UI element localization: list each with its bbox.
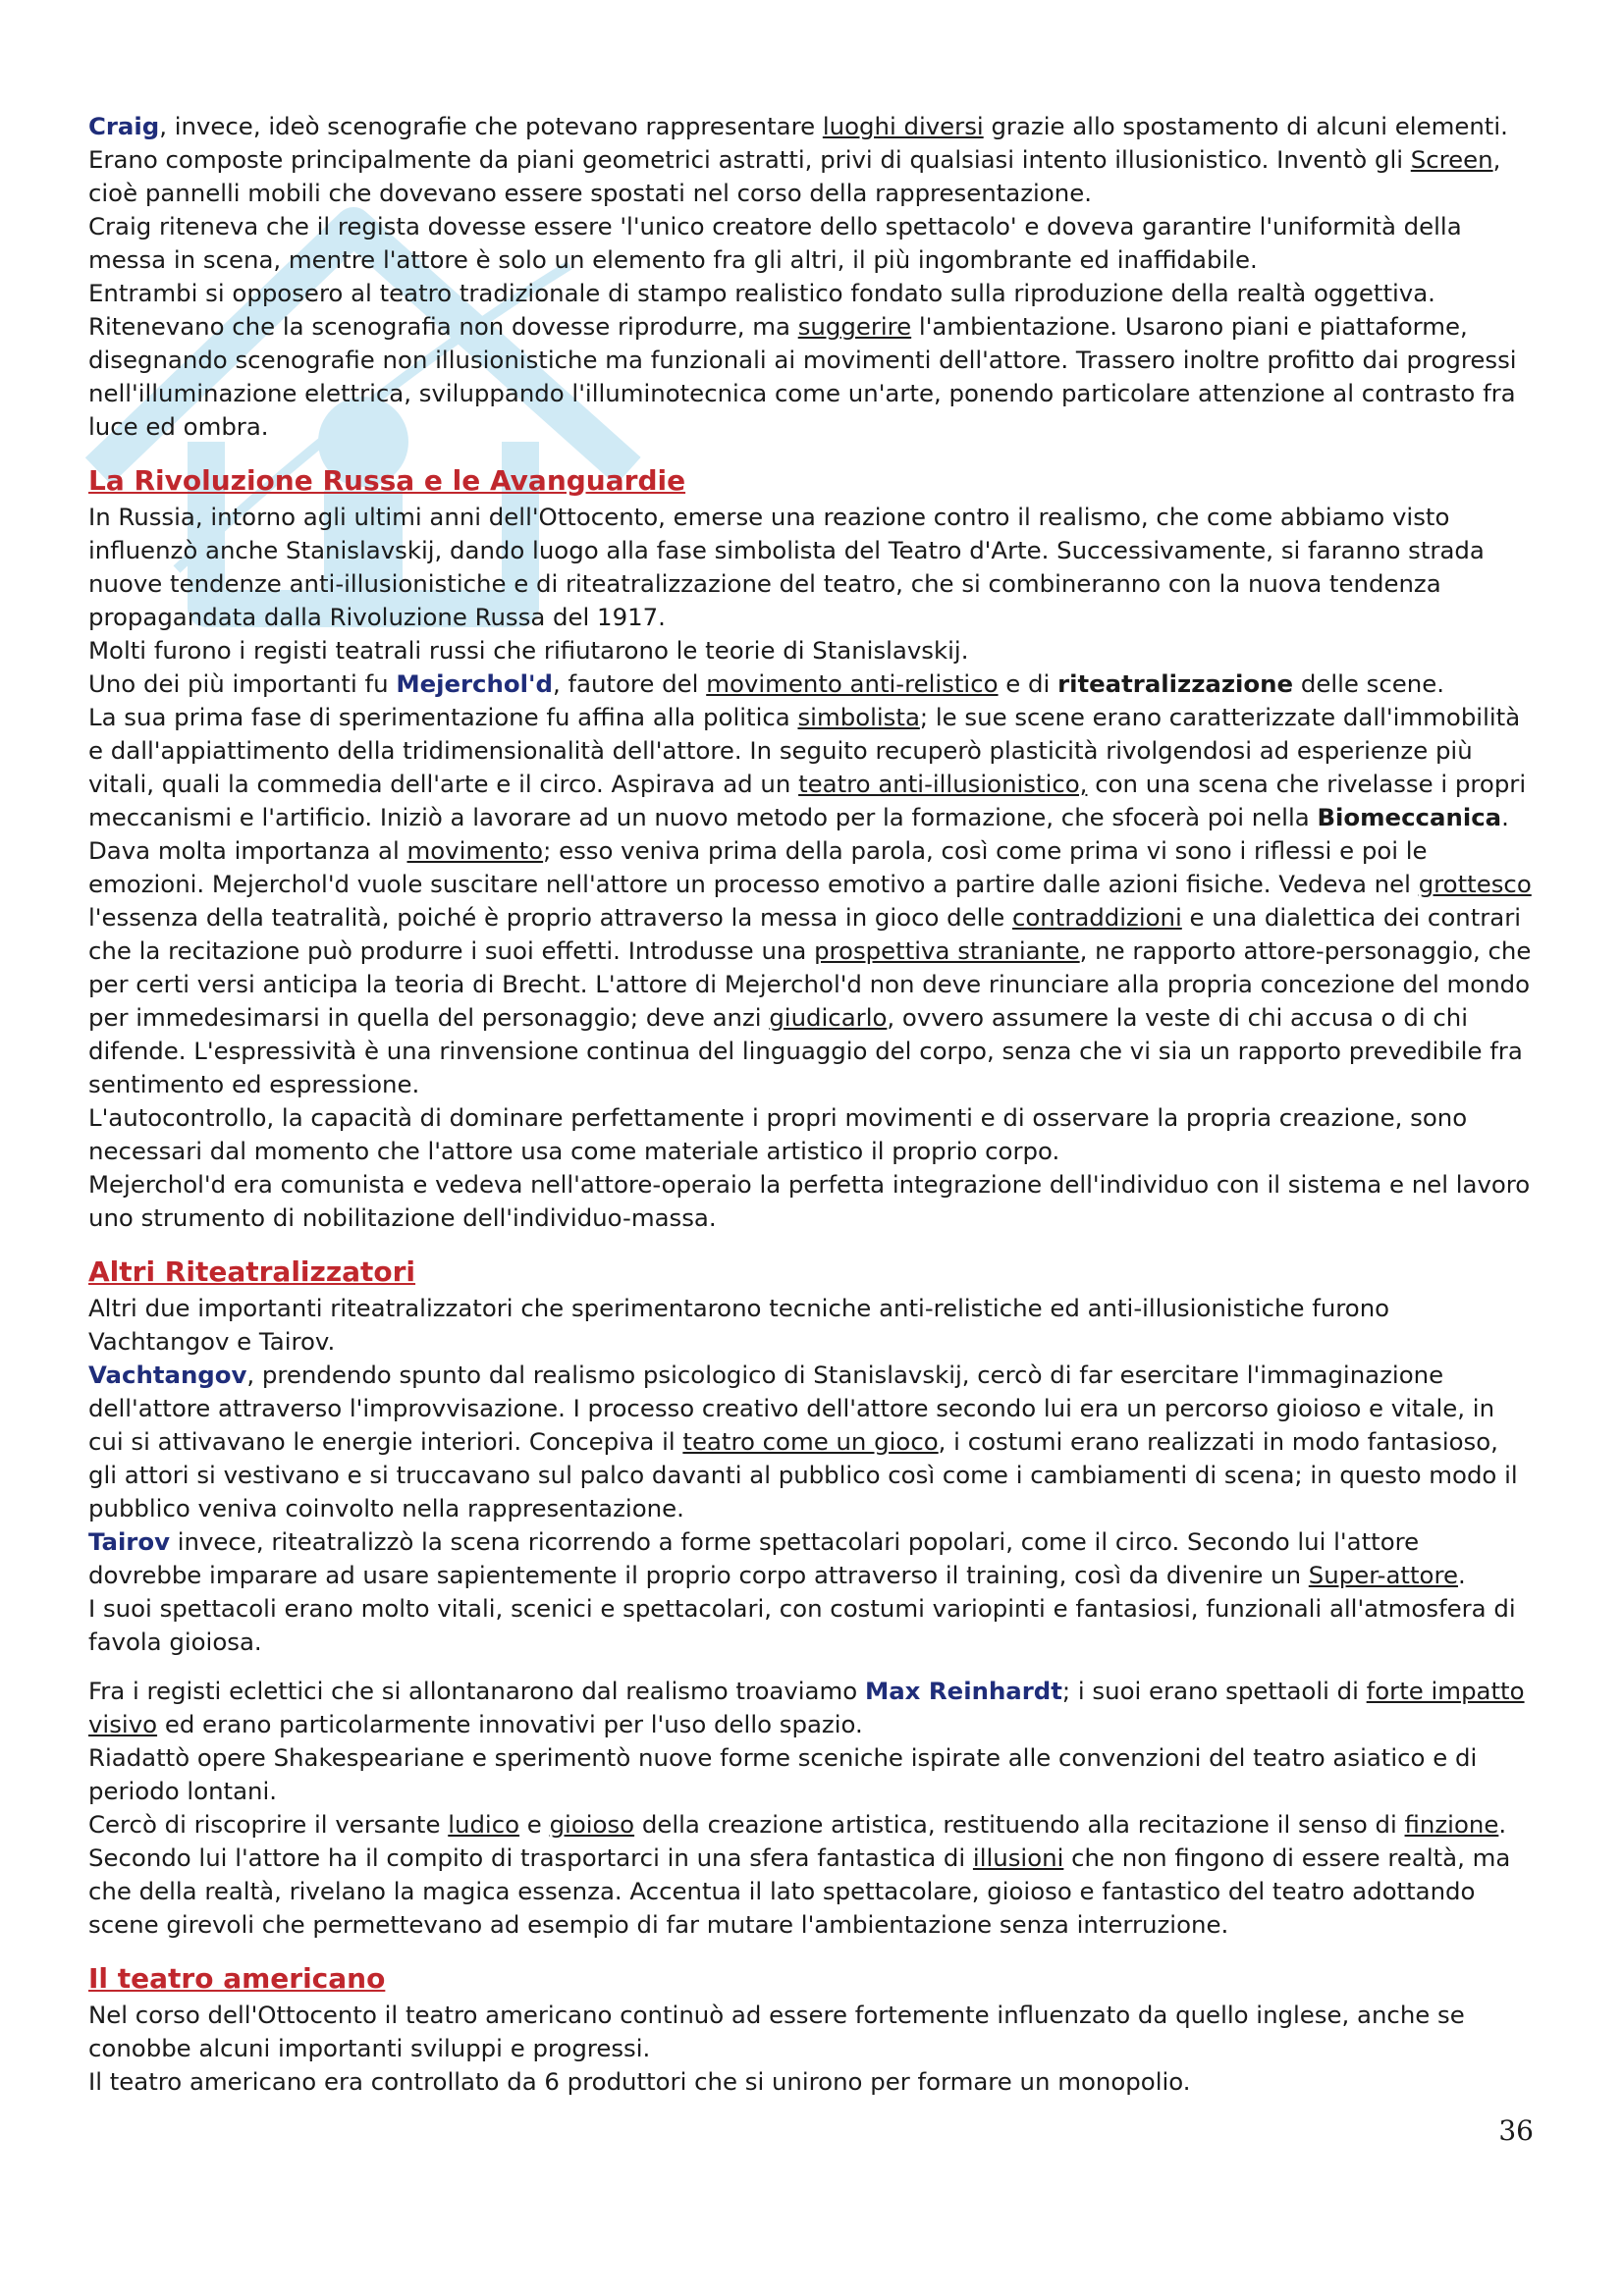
underlined-term: teatro anti-illusionistico, bbox=[798, 770, 1088, 798]
paragraph-registi-russi: Molti furono i registi teatrali russi che rifiutarono le teorie di Stanislavskij. bbox=[88, 636, 969, 665]
underlined-term: Super-attore bbox=[1308, 1561, 1458, 1589]
paragraph-russia: In Russia, intorno agli ultimi anni dell'Ottocento, emerse una reazione contro il realismo, che come abbiamo visto influenzò anche Stanislavskij, dando luogo alla fase simbolista del Teatro d'Arte. Successivamente, si faranno strada nuove tendenze anti-illusionistiche e di riteatralizzazione del teatro, che si combineranno con la nuova tendenza propagandata dalla Rivoluzione Russa del 1917. bbox=[88, 503, 1485, 631]
section-heading-altri-riteatralizzatori: Altri Riteatralizzatori bbox=[88, 1255, 416, 1288]
underlined-term: prospettiva straniante bbox=[814, 936, 1080, 965]
underlined-term: teatro come un gioco bbox=[682, 1427, 939, 1456]
text-span: che non fingono di essere realtà, ma che della realtà, rivelano la magica essenza. Accentua il lato spettacolare, gioioso e fantastico del teatro adottando scene girevoli che permettevano ad esempio di far mutare l'ambientazione senza interruzione. bbox=[88, 1843, 1511, 1939]
paragraph-craig bbox=[88, 110, 1532, 210]
underlined-term: illusioni bbox=[972, 1843, 1064, 1872]
underlined-term: finzione bbox=[1404, 1810, 1499, 1839]
paragraph-altri-due: Altri due importanti riteatralizzatori che sperimentarono tecniche anti-relistiche ed anti-illusionistiche furono Vachtangov e Tairov. bbox=[88, 1294, 1390, 1356]
text-span: . bbox=[1457, 1561, 1466, 1589]
underlined-term: grottesco bbox=[1418, 870, 1532, 898]
paragraph-ottocento: Nel corso dell'Ottocento il teatro americano continuò ad essere fortemente influenzato da quello inglese, anche se conobbe alcuni importanti sviluppi e progressi. bbox=[88, 2001, 1465, 2062]
underlined-term: giudicarlo bbox=[769, 1003, 888, 1032]
text-span: , ne rapporto attore-personaggio, che per certi versi anticipa la teoria di Brecht. L'attore di Mejerchol'd non deve rinunciare alla propria concezione del mondo per immedesimarsi in quella del personaggio; deve anzi bbox=[88, 936, 1532, 1032]
text-span: Cercò di riscoprire il versante bbox=[88, 1810, 449, 1839]
text-span: e bbox=[519, 1810, 550, 1839]
text-span: e di bbox=[998, 669, 1058, 698]
section-heading-teatro-americano: Il teatro americano bbox=[88, 1962, 386, 1995]
name-max-reinhardt: Max Reinhardt bbox=[864, 1677, 1062, 1705]
text-span: ; le sue scene erano caratterizzate dall'immobilità e dall'appiattimento della tridimensionalità dell'attore. In seguito recuperò plasticità rivolgendosi ad esperienze più vitali, quali la commedia dell'arte e il circo. Aspirava ad un bbox=[88, 703, 1521, 798]
underlined-term: ludico bbox=[448, 1810, 520, 1839]
text-span: con una scena che rivelasse i propri meccanismi e l'artificio. Iniziò a lavorare ad un nuovo metodo per la formazione, che sfocerà poi nella bbox=[88, 770, 1527, 831]
text-span: , i costumi erano realizzati in modo fantasioso, gli attori si vestivano e si truccavano sul palco davanti al pubblico così come i cambiamenti di scena; in questo modo il pubblico veniva coinvolto nella rappresentazione. bbox=[88, 1427, 1518, 1522]
bold-term: Biomeccanica bbox=[1317, 803, 1502, 831]
text-span: , fautore del bbox=[552, 669, 707, 698]
text-span: l'ambientazione. Usarono piani e piattaforme, disegnando scenografie non illusionistiche ma funzionali ai movimenti dell'attore. Trassero inoltre profitto dai progressi nell'illuminazione elettrica, sviluppando l'illuminotecnica come un'arte, ponendo particolare attenzione al contrasto fra luce ed ombra. bbox=[88, 312, 1517, 441]
name-tairov: Tairov bbox=[88, 1527, 170, 1556]
underlined-term: Screen bbox=[1410, 145, 1493, 174]
paragraph-mejerchold-intro bbox=[88, 667, 1532, 701]
page-number: 36 bbox=[1498, 2114, 1534, 2147]
text-span: ; i suoi erano spettaoli di bbox=[1061, 1677, 1367, 1705]
paragraph-craig-regista: Craig riteneva che il regista dovesse essere 'l'unico creatore dello spettacolo' e doveva garantire l'uniformità della messa in scena, mentre l'attore è solo un elemento fra gli altri, il più ingombrante ed inaffidabile. bbox=[88, 212, 1462, 274]
text-span: l'essenza della teatralità, poiché è proprio attraverso la messa in gioco delle bbox=[88, 903, 1012, 932]
paragraph-reinhardt bbox=[88, 1675, 1532, 1741]
text-span: invece, riteatralizzò la scena ricorrendo a forme spettacolari popolari, come il circo. Secondo lui l'attore dovrebbe imparare ad usare sapientemente il proprio corpo attraverso il training, così da divenire un bbox=[88, 1527, 1420, 1589]
paragraph-comunista: Mejerchol'd era comunista e vedeva nell'attore-operaio la perfetta integrazione dell'individuo con il sistema e nel lavoro uno strumento di nobilitazione dell'individuo-massa. bbox=[88, 1170, 1531, 1232]
text-span: della creazione artistica, restituendo alla recitazione il senso di bbox=[634, 1810, 1405, 1839]
paragraph-spettacoli: I suoi spettacoli erano molto vitali, scenici e spettacolari, con costumi variopinti e fantasiosi, funzionali all'atmosfera di favola gioiosa. bbox=[88, 1594, 1516, 1656]
paragraph-scenografia bbox=[88, 310, 1532, 444]
text-span: delle scene. bbox=[1293, 669, 1444, 698]
text-span: , invece, ideò scenografie che potevano rappresentare bbox=[159, 112, 823, 140]
underlined-term: contraddizioni bbox=[1011, 903, 1182, 932]
name-vachtangov: Vachtangov bbox=[88, 1361, 247, 1389]
underlined-term: gioioso bbox=[549, 1810, 635, 1839]
paragraph-mejerchold-fase bbox=[88, 701, 1532, 1101]
paragraph-ludico bbox=[88, 1808, 1532, 1942]
text-span: ; esso veniva prima della parola, così come prima vi sono i riflessi e poi le emozioni. Mejerchol'd vuole suscitare nell'attore un processo emotivo a partire dalle azioni fisiche. Vedeva nel bbox=[88, 836, 1428, 898]
bold-term: riteatralizzazione bbox=[1057, 669, 1294, 698]
underlined-term: movimento bbox=[406, 836, 544, 865]
name-craig: Craig bbox=[88, 112, 160, 140]
text-span: La sua prima fase di sperimentazione fu affina alla politica bbox=[88, 703, 798, 731]
paragraph-autocontrollo: L'autocontrollo, la capacità di dominare perfettamente i propri movimenti e di osservare la propria creazione, sono necessari dal momento che l'attore usa come materiale artistico il proprio corpo. bbox=[88, 1103, 1468, 1165]
text-span: . bbox=[1498, 1810, 1507, 1839]
text-span: e una dialettica dei contrari che la recitazione può produrre i suoi effetti. Introdusse una bbox=[88, 903, 1522, 965]
text-span: Dava molta importanza al bbox=[88, 836, 407, 865]
text-span: , ovvero assumere la veste di chi accusa o di chi difende. L'espressività è una rinvensione continua del linguaggio del corpo, senza che vi sia un rapporto prevedibile fra sentimento ed espressione. bbox=[88, 1003, 1523, 1098]
text-span: , cioè pannelli mobili che dovevano essere spostati nel corso della rappresentazione. bbox=[88, 145, 1501, 207]
underlined-term: luoghi diversi bbox=[822, 112, 984, 140]
text-span: ed erano particolarmente innovativi per l'uso dello spazio. bbox=[157, 1710, 863, 1738]
document-body bbox=[88, 110, 1532, 2099]
underlined-term: simbolista bbox=[797, 703, 920, 731]
underlined-term: suggerire bbox=[797, 312, 912, 341]
paragraph-entrambi: Entrambi si opposero al teatro tradizionale di stampo realistico fondato sulla riproduzione della realtà oggettiva. bbox=[88, 279, 1435, 307]
underlined-term: forte impatto visivo bbox=[88, 1677, 1525, 1738]
paragraph-vachtangov bbox=[88, 1359, 1532, 1525]
text-span: , prendendo spunto dal realismo psicologico di Stanislavskij, cercò di far esercitare l'immaginazione dell'attore attraverso l'improvvisazione. I processo creativo dell'attore secondo lui era un percorso gioioso e vitale, in cui si attivavano le energie interiori. Concepiva il bbox=[88, 1361, 1495, 1456]
text-span: Uno dei più importanti fu bbox=[88, 669, 397, 698]
paragraph-tairov bbox=[88, 1525, 1532, 1592]
paragraph-riadatto: Riadattò opere Shakespeariane e sperimentò nuove forme sceniche ispirate alle convenzioni del teatro asiatico e di periodo lontani. bbox=[88, 1743, 1478, 1805]
paragraph-monopolio: Il teatro americano era controllato da 6 produttori che si unirono per formare un monopolio. bbox=[88, 2067, 1191, 2096]
underlined-term: movimento anti-relistico bbox=[706, 669, 999, 698]
text-span: Ritenevano che la scenografia non dovesse riprodurre, ma bbox=[88, 312, 798, 341]
text-span: . bbox=[1501, 803, 1509, 831]
text-span: grazie allo spostamento di alcuni elementi. Erano composte principalmente da piani geometrici astratti, privi di qualsiasi intento illusionistico. Inventò gli bbox=[88, 112, 1508, 174]
text-span: Fra i registi eclettici che si allontanarono dal realismo troaviamo bbox=[88, 1677, 865, 1705]
section-heading-rivoluzione-russa: La Rivoluzione Russa e le Avanguardie bbox=[88, 464, 686, 497]
name-mejerchold: Mejerchol'd bbox=[396, 669, 553, 698]
text-span: Secondo lui l'attore ha il compito di trasportarci in una sfera fantastica di bbox=[88, 1843, 973, 1872]
